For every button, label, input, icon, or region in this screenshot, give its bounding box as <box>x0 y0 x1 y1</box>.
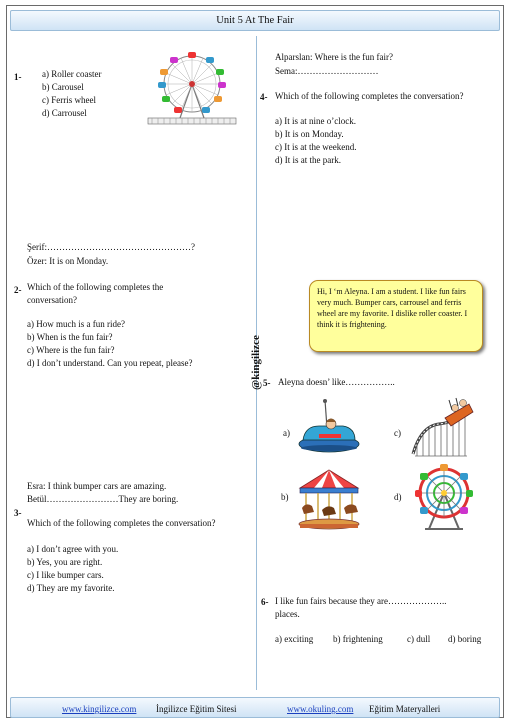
footer-text-materials: Eğitim Materyalleri <box>369 704 441 714</box>
q1-dialog-line1: Şerif:…………………………………………? <box>27 242 195 252</box>
q3-option-a[interactable]: a) I don’t agree with you. <box>27 544 119 554</box>
q4-option-c[interactable]: c) It is at the weekend. <box>275 142 357 152</box>
q4-number: 4- <box>260 92 268 102</box>
q3-option-d[interactable]: d) They are my favorite. <box>27 583 115 593</box>
q6-option-b[interactable]: b) frightening <box>333 634 383 644</box>
page-title: Unit 5 At The Fair <box>10 10 500 31</box>
q2-question-line2: conversation? <box>27 295 77 305</box>
q1-option-d[interactable]: d) Carrousel <box>42 108 87 118</box>
q3-question: Which of the following completes the conversation? <box>27 518 216 528</box>
carousel-icon[interactable] <box>296 468 362 532</box>
ferris-wheel-image-q1 <box>146 52 238 126</box>
q1-option-c[interactable]: c) Ferris wheel <box>42 95 96 105</box>
q1-option-a[interactable]: a) Roller coaster <box>42 69 102 79</box>
q2-option-a[interactable]: a) How much is a fun ride? <box>27 319 125 329</box>
q5-label-b[interactable]: b) <box>281 492 289 502</box>
q2-options <box>27 318 193 370</box>
q5-number: 5- <box>263 378 271 388</box>
q4-question: Which of the following completes the conversation? <box>275 91 464 101</box>
footer-link-kingilizce[interactable]: www.kingilizce.com <box>62 704 137 714</box>
q3-number: 3- <box>14 508 22 518</box>
q6-option-a[interactable]: a) exciting <box>275 634 314 644</box>
q3-option-b[interactable]: b) Yes, you are right. <box>27 557 103 567</box>
watermark: @kingilizce <box>250 335 262 390</box>
q3-dialog-line1: Esra: I think bumper cars are amazing. <box>27 481 167 491</box>
roller-coaster-icon[interactable] <box>409 396 475 458</box>
q2-option-c[interactable]: c) Where is the fun fair? <box>27 345 115 355</box>
q2-number: 2- <box>14 285 22 295</box>
bumper-car-icon[interactable] <box>297 398 361 454</box>
q3-dialog-line2: Betül……………………They are boring. <box>27 494 179 504</box>
q1-dialog-line2: Özer: It is on Monday. <box>27 256 109 266</box>
footer-link-okuling[interactable]: www.okuling.com <box>287 704 354 714</box>
q6-question-line2: places. <box>275 609 300 619</box>
q1-options <box>42 68 101 120</box>
q2-option-b[interactable]: b) When is the fun fair? <box>27 332 113 342</box>
q4-dialog-line2: Sema:……………………… <box>275 66 379 76</box>
q2-question <box>27 281 163 307</box>
q2-question-line1: Which of the following completes the <box>27 282 164 292</box>
q4-option-d[interactable]: d) It is at the park. <box>275 155 341 165</box>
q4-option-b[interactable]: b) It is on Monday. <box>275 129 344 139</box>
q3-option-c[interactable]: c) I like bumper cars. <box>27 570 104 580</box>
q6-option-c[interactable]: c) dull <box>407 634 431 644</box>
q4-option-a[interactable]: a) It is at nine o’clock. <box>275 116 356 126</box>
q3-options <box>27 543 118 595</box>
q4-dialog-line1: Alparslan: Where is the fun fair? <box>275 52 394 62</box>
q5-label-d[interactable]: d) <box>394 492 402 502</box>
q5-label-a[interactable]: a) <box>283 428 290 438</box>
aleyna-speech-bubble: Hi, I ‘m Aleyna. I am a student. I like fun fairs very much. Bumper cars, carrousel and ferris wheel are my favorite. I dislike roller coaster. I think it is frightening. <box>309 280 483 352</box>
q6-option-d[interactable]: d) boring <box>448 634 482 644</box>
q1-option-b[interactable]: b) Carousel <box>42 82 84 92</box>
q5-question: Aleyna doesn’ like…………….. <box>278 377 395 387</box>
q4-options <box>275 115 356 167</box>
q2-option-d[interactable]: d) I don’t understand. Can you repeat, please? <box>27 358 193 368</box>
q6-question-line1: I like fun fairs because they are……………….. <box>275 596 447 606</box>
q5-label-c[interactable]: c) <box>394 428 401 438</box>
ferris-wheel-icon[interactable] <box>415 463 473 533</box>
q6-number: 6- <box>261 597 269 607</box>
footer-text-site: İngilizce Eğitim Sitesi <box>156 704 237 714</box>
q1-number: 1- <box>14 72 22 82</box>
